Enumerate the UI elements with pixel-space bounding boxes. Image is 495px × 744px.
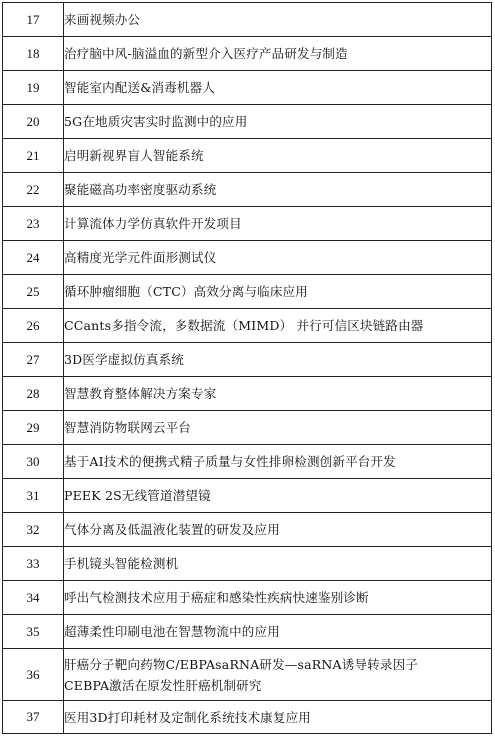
row-number: 17 bbox=[3, 3, 64, 37]
table-row bbox=[3, 173, 492, 207]
table-row bbox=[3, 581, 492, 615]
project-name: 气体分离及低温液化装置的研发及应用 bbox=[64, 513, 492, 547]
project-name: 5G在地质灾害实时监测中的应用 bbox=[64, 105, 492, 139]
table-row bbox=[3, 207, 492, 241]
table-row bbox=[3, 547, 492, 581]
project-name: 聚能磁高功率密度驱动系统 bbox=[64, 173, 492, 207]
project-name: 基于AI技术的便携式精子质量与女性排卵检测创新平台开发 bbox=[64, 445, 492, 479]
row-number: 19 bbox=[3, 71, 64, 105]
table-row bbox=[3, 241, 492, 275]
row-number: 29 bbox=[3, 411, 64, 445]
row-number: 32 bbox=[3, 513, 64, 547]
project-name: PEEK 2S无线管道潜望镜 bbox=[64, 479, 492, 513]
row-number: 35 bbox=[3, 615, 64, 649]
table-row bbox=[3, 445, 492, 479]
project-name: 智能室内配送&消毒机器人 bbox=[64, 71, 492, 105]
project-name: 治疗脑中风-脑溢血的新型介入医疗产品研发与制造 bbox=[64, 37, 492, 71]
table-row bbox=[3, 37, 492, 71]
table-row bbox=[3, 479, 492, 513]
project-name: 超薄柔性印刷电池在智慧物流中的应用 bbox=[64, 615, 492, 649]
project-name: 启明新视界盲人智能系统 bbox=[64, 139, 492, 173]
row-number: 20 bbox=[3, 105, 64, 139]
table-row bbox=[3, 275, 492, 309]
row-number: 33 bbox=[3, 547, 64, 581]
row-number: 31 bbox=[3, 479, 64, 513]
table-row bbox=[3, 615, 492, 649]
row-number: 28 bbox=[3, 377, 64, 411]
row-number: 21 bbox=[3, 139, 64, 173]
project-name: 医用3D打印耗材及定制化系统技术康复应用 bbox=[64, 701, 492, 734]
project-name: 智慧教育整体解决方案专家 bbox=[64, 377, 492, 411]
table-row bbox=[3, 411, 492, 445]
row-number: 37 bbox=[3, 701, 64, 734]
project-name: 3D医学虚拟仿真系统 bbox=[64, 343, 492, 377]
project-name: 呼出气检测技术应用于癌症和感染性疾病快速鉴别诊断 bbox=[64, 581, 492, 615]
row-number: 22 bbox=[3, 173, 64, 207]
row-number: 26 bbox=[3, 309, 64, 343]
row-number: 36 bbox=[3, 649, 64, 701]
row-number: 27 bbox=[3, 343, 64, 377]
table-row bbox=[3, 513, 492, 547]
row-number: 18 bbox=[3, 37, 64, 71]
project-table bbox=[2, 2, 492, 734]
table-row bbox=[3, 105, 492, 139]
table-row bbox=[3, 139, 492, 173]
project-name: CCants多指令流，多数据流（MIMD） 并行可信区块链路由器 bbox=[64, 309, 492, 343]
project-name: 智慧消防物联网云平台 bbox=[64, 411, 492, 445]
table-row bbox=[3, 309, 492, 343]
table-row bbox=[3, 377, 492, 411]
project-name bbox=[64, 649, 492, 701]
table-row bbox=[3, 649, 492, 701]
row-number: 23 bbox=[3, 207, 64, 241]
project-name: 手机镜头智能检测机 bbox=[64, 547, 492, 581]
table-row bbox=[3, 701, 492, 734]
project-name: 高精度光学元件面形测试仪 bbox=[64, 241, 492, 275]
project-name-line: CEBPA激活在原发性肝癌机制研究 bbox=[64, 677, 262, 693]
row-number: 30 bbox=[3, 445, 64, 479]
project-name: 循环肿瘤细胞（CTC）高效分离与临床应用 bbox=[64, 275, 492, 309]
row-number: 25 bbox=[3, 275, 64, 309]
row-number: 24 bbox=[3, 241, 64, 275]
project-name: 来画视频办公 bbox=[64, 3, 492, 37]
row-number: 34 bbox=[3, 581, 64, 615]
table-row bbox=[3, 71, 492, 105]
project-name: 计算流体力学仿真软件开发项目 bbox=[64, 207, 492, 241]
table-row bbox=[3, 3, 492, 37]
table-row bbox=[3, 343, 492, 377]
project-name-line: 肝癌分子靶向药物C/EBPAsaRNA研发—saRNA诱导转录因子 bbox=[64, 656, 418, 672]
